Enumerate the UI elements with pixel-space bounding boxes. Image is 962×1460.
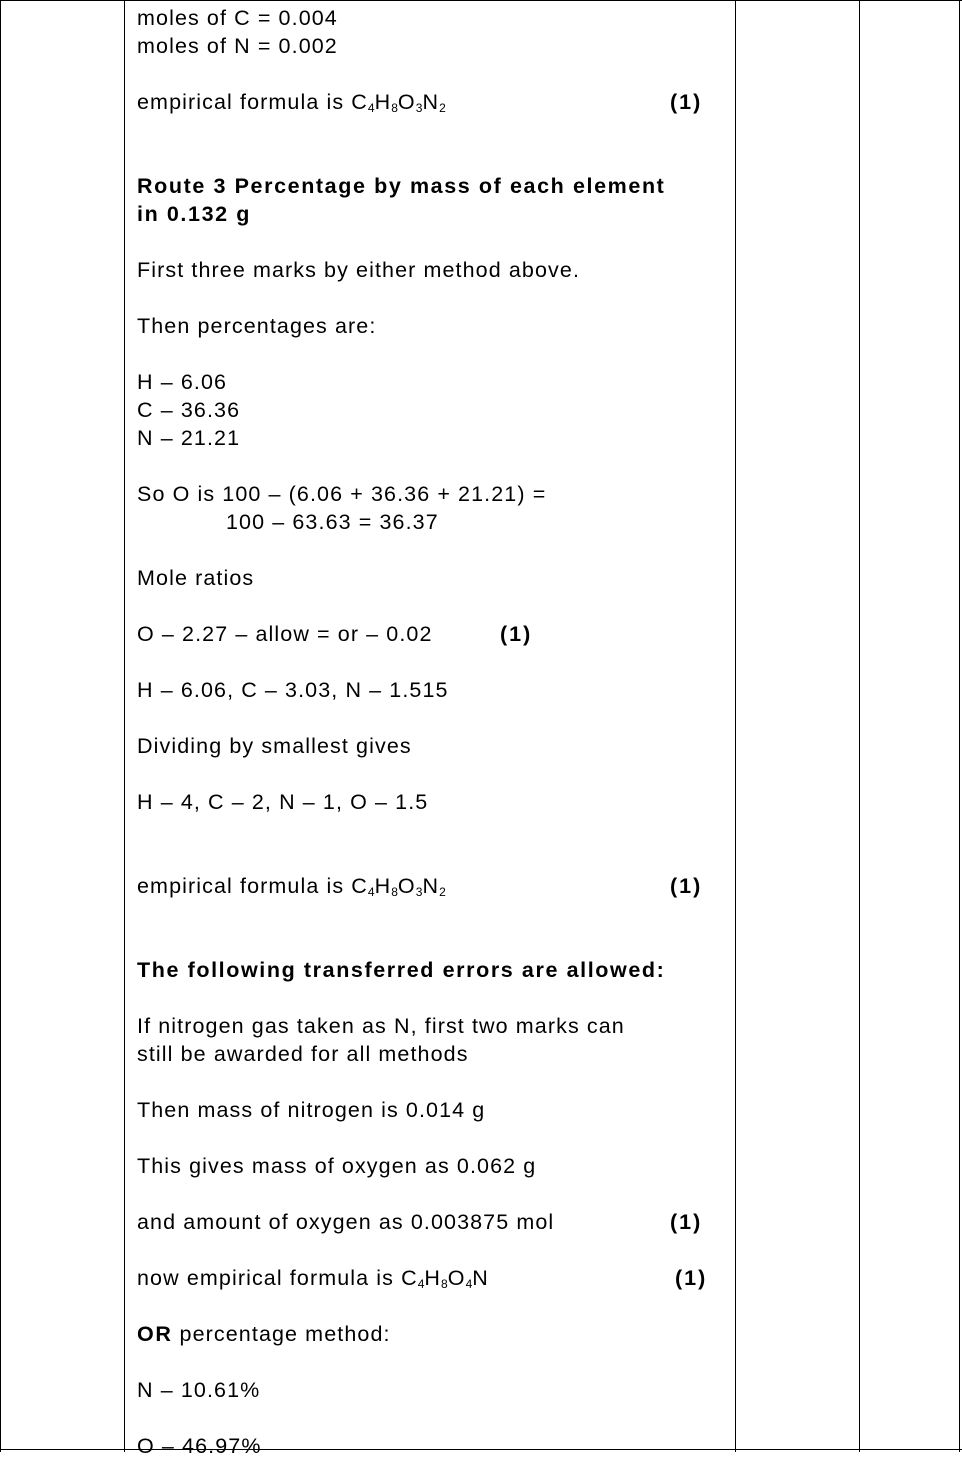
- column-divider-2: [735, 0, 736, 1452]
- if-nitrogen-cont-line: still be awarded for all methods: [137, 1042, 469, 1066]
- o-46-line: O – 46.97%: [137, 1434, 262, 1458]
- table-border-right: [959, 0, 960, 1452]
- empirical-formula-line-2: empirical formula is $C_4H_8O_3N_2$ (1): [137, 874, 703, 899]
- mark-1: (1): [670, 90, 703, 114]
- formula-1: $C_4H_8O_3N_2$: [351, 90, 446, 115]
- moles-c-line: moles of C = 0.004: [137, 6, 338, 30]
- first-three-line: First three marks by either method above.: [137, 258, 581, 282]
- mark-2: (1): [500, 622, 533, 646]
- formula-2: $C_4H_8O_3N_2$: [351, 874, 446, 899]
- then-mass-line: Then mass of nitrogen is 0.014 g: [137, 1098, 486, 1122]
- amount-oxygen-line: and amount of oxygen as 0.003875 mol (1): [137, 1210, 703, 1234]
- mark-5: (1): [675, 1266, 708, 1290]
- n-percentage: N – 21.21: [137, 426, 241, 450]
- mark-4: (1): [670, 1210, 703, 1234]
- table-border-left: [0, 0, 1, 1452]
- divided-ratio-line: H – 4, C – 2, N – 1, O – 1.5: [137, 790, 429, 814]
- formula-3: $C_4H_8O_4N$: [401, 1266, 489, 1291]
- n-10-line: N – 10.61%: [137, 1378, 261, 1402]
- column-divider-1: [124, 0, 125, 1452]
- column-divider-3: [859, 0, 860, 1452]
- h-percentage: H – 6.06: [137, 370, 228, 394]
- table-border-top: [0, 0, 962, 1]
- route3-heading: Route 3 Percentage by mass of each element: [137, 174, 666, 198]
- mole-ratios-heading: Mole ratios: [137, 566, 255, 590]
- empirical-formula-line-1: empirical formula is $C_4H_8O_3N_2$ (1): [137, 90, 703, 115]
- moles-n-line: moles of N = 0.002: [137, 34, 338, 58]
- c-percentage: C – 36.36: [137, 398, 241, 422]
- mark-3: (1): [670, 874, 703, 898]
- o-ratio-line: O – 2.27 – allow = or – 0.02 (1): [137, 622, 533, 646]
- answer-column: [137, 4, 727, 1460]
- so-o-line: So O is 100 – (6.06 + 36.36 + 21.21) =: [137, 482, 547, 506]
- now-empirical-line: now empirical formula is $C_4H_8O_4N$ (1): [137, 1266, 708, 1291]
- so-o-cont-line: 100 – 63.63 = 36.37: [226, 510, 439, 534]
- this-gives-line: This gives mass of oxygen as 0.062 g: [137, 1154, 537, 1178]
- transferred-errors-heading: The following transferred errors are allowed:: [137, 958, 666, 982]
- dividing-line: Dividing by smallest gives: [137, 734, 412, 758]
- or-percentage-line: OR percentage method:: [137, 1322, 391, 1346]
- then-percentages-line: Then percentages are:: [137, 314, 377, 338]
- hcn-ratio-line: H – 6.06, C – 3.03, N – 1.515: [137, 678, 449, 702]
- if-nitrogen-line: If nitrogen gas taken as N, first two marks can: [137, 1014, 625, 1038]
- route3-heading-cont: in 0.132 g: [137, 202, 251, 226]
